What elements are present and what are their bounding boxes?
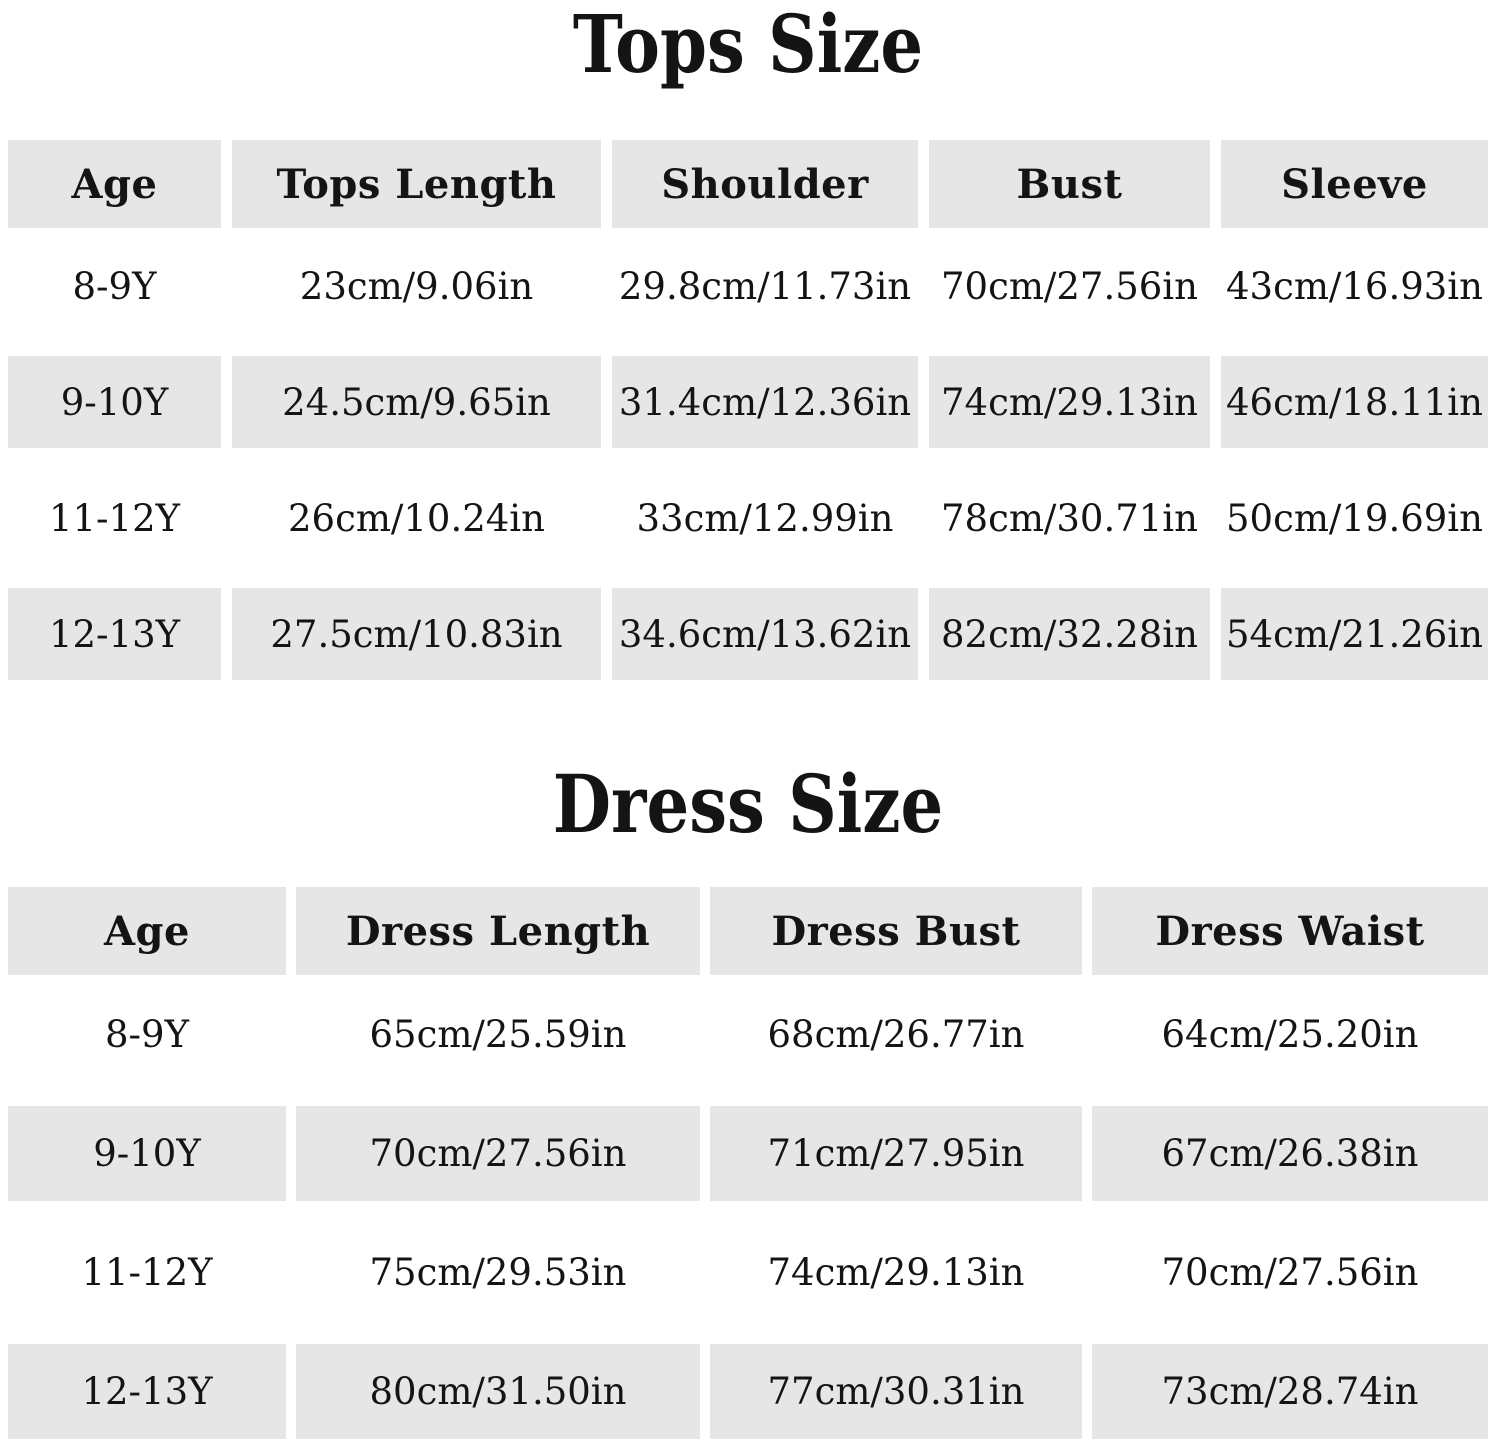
dress-size-table (8, 887, 1488, 1451)
tops-size-title: Tops Size (572, 0, 924, 91)
table-cell: 64cm/25.20in (1161, 1013, 1419, 1056)
table-cell: 23cm/9.06in (299, 264, 534, 308)
table-cell: 78cm/30.71in (941, 496, 1198, 540)
header-cell-age: Age (8, 887, 286, 975)
header-cell-tops-length: Tops Length (232, 140, 601, 228)
table-cell: 33cm/12.99in (636, 496, 894, 540)
table-row (8, 344, 1488, 460)
table-cell: 46cm/18.11in (1221, 344, 1488, 460)
table-cell: 9-10Y (8, 1094, 286, 1213)
table-cell: 12-13Y (8, 1332, 286, 1451)
table-row (8, 1332, 1488, 1451)
table-cell: 77cm/30.31in (710, 1332, 1082, 1451)
table-cell: 50cm/19.69in (1226, 496, 1483, 540)
table-cell: 11-12Y (48, 496, 181, 540)
table-cell: 12-13Y (8, 576, 221, 692)
table-cell: 73cm/28.74in (1092, 1332, 1488, 1451)
table-row (8, 228, 1488, 344)
table-cell: 70cm/27.56in (941, 264, 1198, 308)
table-cell: 67cm/26.38in (1092, 1094, 1488, 1213)
dress-size-title: Dress Size (552, 757, 944, 851)
header-cell-dress-length: Dress Length (296, 887, 700, 975)
table-cell: 29.8cm/11.73in (618, 264, 912, 308)
table-cell: 24.5cm/9.65in (232, 344, 601, 460)
tops-header-row (8, 140, 1488, 228)
table-cell: 75cm/29.53in (369, 1251, 627, 1294)
header-cell-dress-bust: Dress Bust (710, 887, 1082, 975)
table-row (8, 1213, 1488, 1332)
table-cell: 74cm/29.13in (929, 344, 1210, 460)
table-row (8, 975, 1488, 1094)
table-cell: 9-10Y (8, 344, 221, 460)
dress-size-section (0, 757, 1496, 1451)
table-cell: 70cm/27.56in (296, 1094, 700, 1213)
header-cell-age: Age (8, 140, 221, 228)
table-cell: 11-12Y (81, 1251, 213, 1294)
table-cell: 70cm/27.56in (1161, 1251, 1419, 1294)
table-cell: 8-9Y (72, 264, 157, 308)
table-cell: 82cm/32.28in (929, 576, 1210, 692)
table-cell: 8-9Y (104, 1013, 189, 1056)
table-cell: 31.4cm/12.36in (612, 344, 918, 460)
table-cell: 54cm/21.26in (1221, 576, 1488, 692)
table-cell: 26cm/10.24in (288, 496, 545, 540)
table-cell: 27.5cm/10.83in (232, 576, 601, 692)
table-row (8, 1094, 1488, 1213)
table-cell: 71cm/27.95in (710, 1094, 1082, 1213)
dress-header-row (8, 887, 1488, 975)
table-row (8, 460, 1488, 576)
table-cell: 68cm/26.77in (767, 1013, 1025, 1056)
tops-size-table (8, 140, 1488, 692)
table-cell: 43cm/16.93in (1226, 264, 1483, 308)
table-cell: 74cm/29.13in (767, 1251, 1025, 1294)
header-cell-bust: Bust (929, 140, 1210, 228)
table-cell: 65cm/25.59in (369, 1013, 627, 1056)
table-cell: 80cm/31.50in (296, 1332, 700, 1451)
header-cell-sleeve: Sleeve (1221, 140, 1488, 228)
header-cell-dress-waist: Dress Waist (1092, 887, 1488, 975)
header-cell-shoulder: Shoulder (612, 140, 918, 228)
table-row (8, 576, 1488, 692)
table-cell: 34.6cm/13.62in (612, 576, 918, 692)
tops-size-section (0, 0, 1496, 692)
